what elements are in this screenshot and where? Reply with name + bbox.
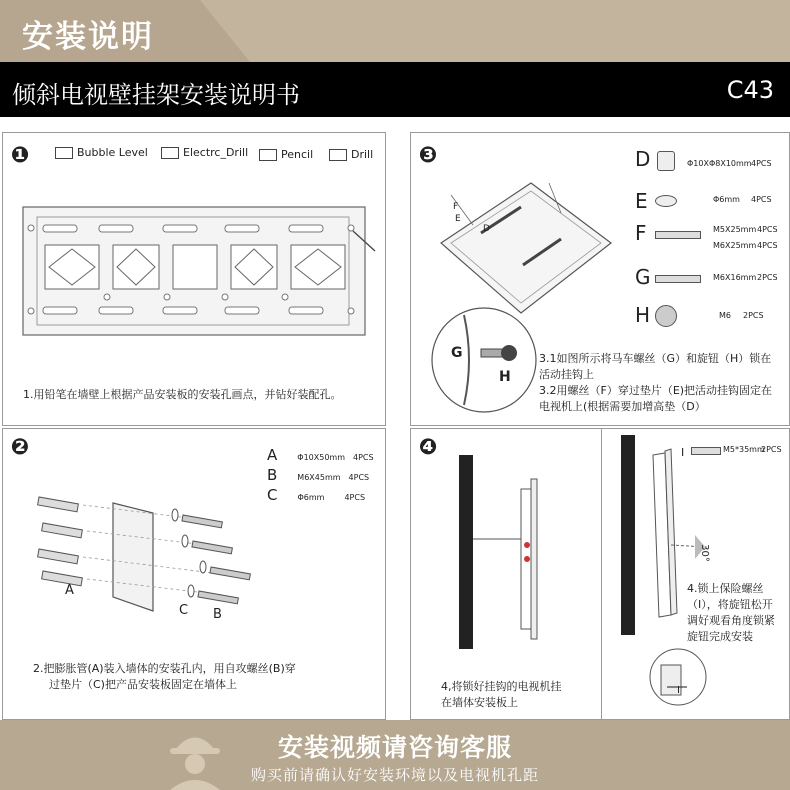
diagram-label-h: H (499, 369, 511, 385)
washer-icon (655, 195, 677, 207)
tool-bubble-level: Bubble Level (55, 146, 148, 159)
step4-left-caption-line1: 4,将锁好挂钩的电视机挂 (441, 680, 562, 693)
part-i-qty: 2PCS (761, 445, 782, 454)
step2-caption-line1: 2.把膨胀管(A)装入墙体的安装孔内，用自攻螺丝(B)穿 (33, 662, 296, 675)
part-f-spec2: M6X25mm (713, 241, 757, 250)
part-i-letter: I (681, 446, 685, 459)
header-tab-title: 安装说明 (22, 19, 154, 55)
document-title: 倾斜电视壁挂架安装说明书 (12, 81, 300, 109)
label-b: B (213, 607, 222, 622)
part-h-spec: M6 (719, 311, 731, 320)
tool-pencil: Pencil (259, 148, 313, 161)
model-number: C43 (726, 76, 774, 104)
step4-right-caption-line2: （I），将旋钮松开 (687, 598, 773, 611)
knob-icon (655, 305, 677, 327)
part-c-row: C Φ6mm 4PCS (267, 486, 366, 504)
step2-number: ❷ (10, 435, 30, 460)
step2-caption-line2: 过垫片（C)把产品安装板固定在墙体上 (49, 678, 237, 691)
step3-caption-line4: 电视机上(根据需要加增高垫（D） (539, 400, 706, 413)
part-d-qty: 4PCS (751, 159, 772, 168)
part-d-letter: D (635, 147, 651, 171)
tv-hang-diagram (451, 449, 631, 649)
part-e-letter: E (635, 189, 648, 213)
part-e-spec: Φ6mm (713, 195, 740, 204)
electric-drill-icon (161, 147, 179, 159)
step1-panel (2, 132, 386, 426)
step4-right-caption-line1: 4.锁上保险螺丝 (687, 582, 764, 595)
part-f-letter: F (635, 221, 647, 245)
tool-drill: Drill (329, 148, 373, 161)
diagram-label-d: D (483, 224, 490, 234)
step3-number: ❸ (418, 143, 438, 168)
wall-anchor-diagram (3, 487, 385, 637)
step1-caption: 1.用铅笔在墙壁上根据产品安装板的安装孔画点，并钻好装配孔。 (23, 388, 342, 401)
title-bar (0, 62, 790, 117)
step4-panel (410, 428, 790, 720)
step4-right-caption-line3: 调好观看角度锁紧 (687, 614, 775, 627)
detail-label-i: I (677, 685, 680, 696)
wall-plate-diagram (3, 195, 385, 345)
step4-number: ❹ (418, 435, 438, 460)
tilt-angle-label: 30° (698, 544, 710, 562)
part-d-spec: Φ10XΦ8X10mm (687, 159, 752, 168)
part-g-spec: M6X16mm (713, 273, 757, 282)
part-e-qty: 4PCS (751, 195, 772, 204)
flat-screw-icon (655, 231, 701, 239)
part-b-row: B M6X45mm 4PCS (267, 466, 370, 484)
step4-left-caption-line2: 在墙体安装板上 (441, 696, 518, 709)
label-c: C (179, 603, 189, 618)
diagram-label-g: G (451, 345, 463, 361)
step1-number: ❶ (10, 143, 30, 168)
knob-detail-circle (429, 305, 539, 415)
step4-right-caption-line4: 旋钮完成安装 (687, 630, 753, 643)
label-a: A (65, 583, 74, 598)
carriage-bolt-icon (655, 275, 701, 283)
step3-panel (410, 132, 790, 426)
step2-panel (2, 428, 386, 720)
spacer-icon (657, 151, 675, 171)
safety-screw-icon (691, 447, 721, 455)
top-header-band (0, 0, 790, 62)
footer-band (0, 720, 790, 790)
drill-bit-icon (329, 149, 347, 161)
tool-electric-drill: Electrc_Drill (161, 146, 248, 159)
footer-line2: 购买前请确认好安装环境以及电视机孔距 (250, 766, 539, 784)
part-g-letter: G (635, 265, 651, 289)
part-a-row: A Φ10X50mm 4PCS (267, 446, 374, 464)
part-h-qty: 2PCS (743, 311, 764, 320)
pencil-icon (259, 149, 277, 161)
part-f-qty: 4PCS (757, 225, 778, 234)
step3-caption-line2: 活动挂钩上 (539, 368, 594, 381)
bubble-level-icon (55, 147, 73, 159)
footer-line1: 安装视频请咨询客服 (277, 733, 512, 762)
part-f-spec: M5X25mm (713, 225, 757, 234)
part-g-qty: 2PCS (757, 273, 778, 282)
step3-caption-line1: 3.1如图所示将马车螺丝（G）和旋钮（H）锁在 (539, 352, 772, 365)
part-h-letter: H (635, 303, 651, 327)
diagram-label-f: F (453, 202, 459, 212)
part-i-spec: M5*35mm (723, 445, 765, 454)
diagram-label-e: E (455, 214, 461, 224)
part-f-qty2: 4PCS (757, 241, 778, 250)
step3-caption-line3: 3.2用螺丝（F）穿过垫片（E)把活动挂钩固定在 (539, 384, 773, 397)
